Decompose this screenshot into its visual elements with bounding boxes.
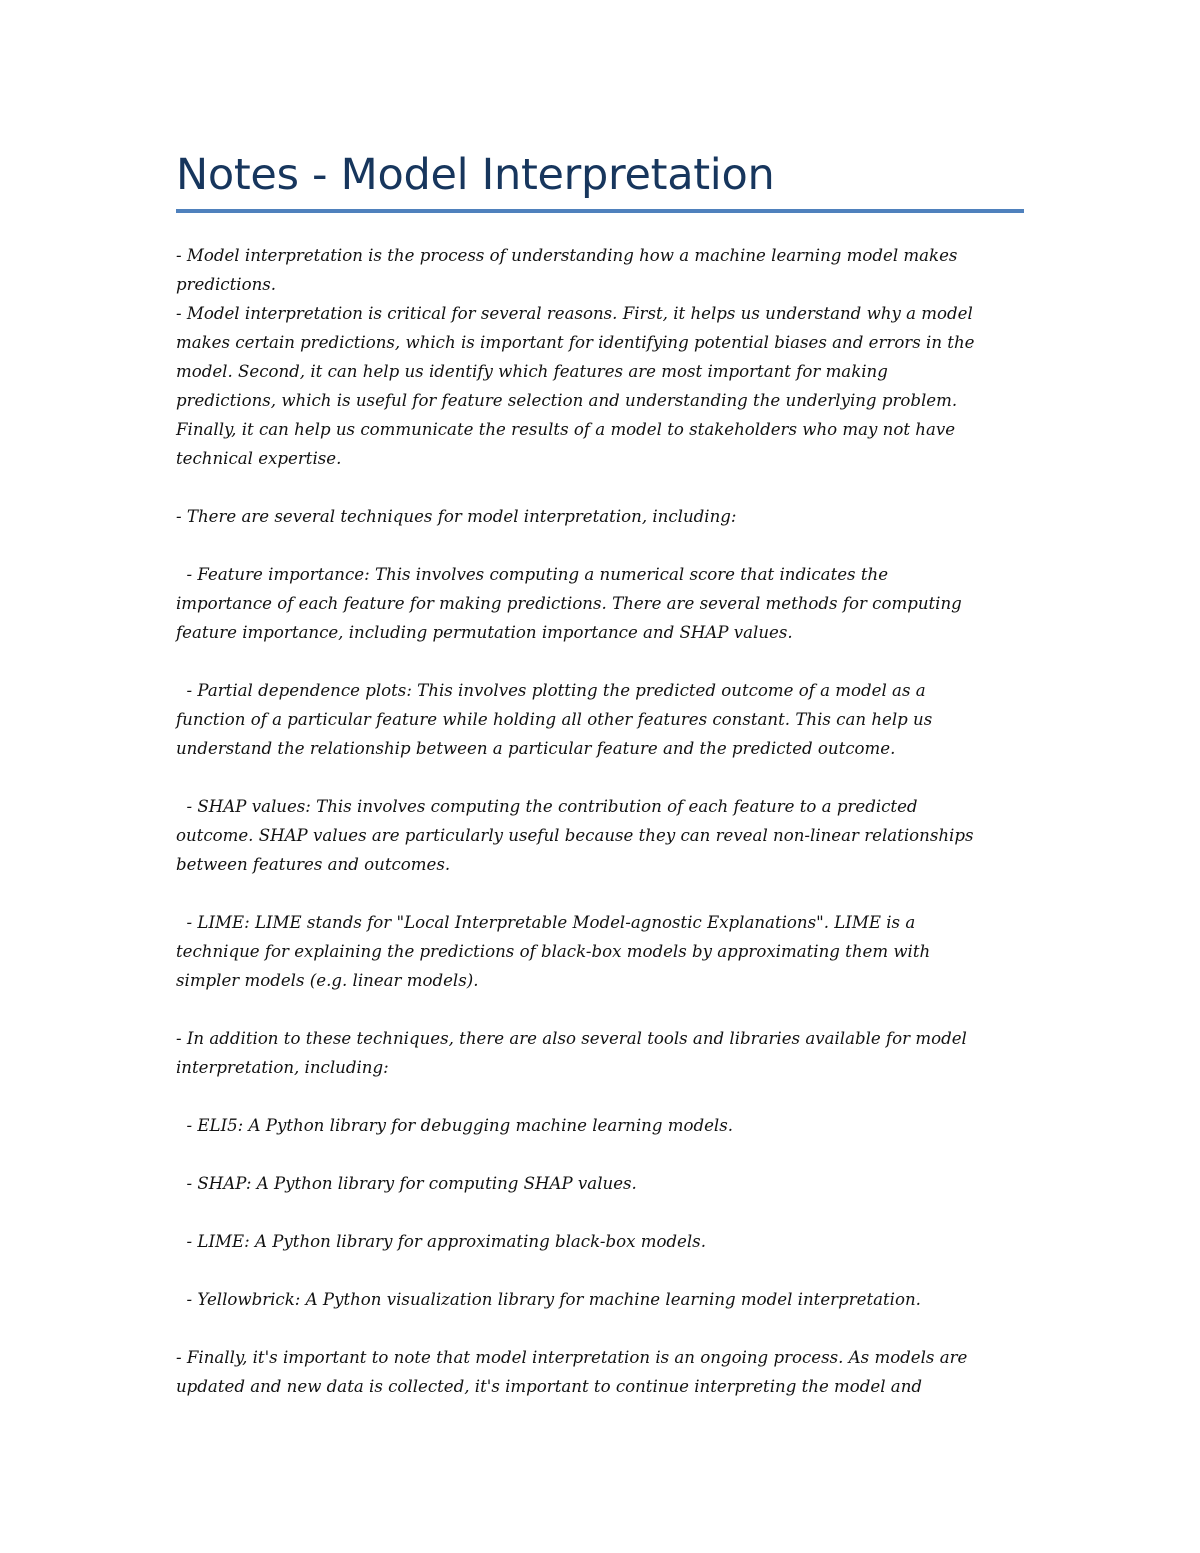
list-item-lime: [176, 1227, 1036, 1256]
text-line: - ELI5: A Python library for debugging machine learning models.: [176, 1116, 734, 1135]
text-line: technique for explaining the predictions of black-box models by approximating them with: [176, 942, 931, 961]
text-line: - In addition to these techniques, there are also several tools and libraries available for model: [176, 1029, 967, 1048]
paragraph-techniques: [176, 502, 1036, 531]
text-line: predictions.: [176, 275, 277, 294]
paragraph-gap: [176, 1314, 1036, 1343]
text-line: feature importance, including permutation importance and SHAP values.: [176, 623, 793, 642]
text-line: - There are several techniques for model interpretation, including:: [176, 507, 737, 526]
text-line: makes certain predictions, which is important for identifying potential biases and errors in the: [176, 333, 975, 352]
paragraph-gap: [176, 1140, 1036, 1169]
paragraph-feature-importance: [176, 560, 1036, 647]
text-line: predictions, which is useful for feature selection and understanding the underlying problem.: [176, 391, 958, 410]
paragraph-gap: [176, 1198, 1036, 1227]
paragraph-gap: [176, 995, 1036, 1024]
document-body: [176, 241, 1036, 1401]
paragraph-gap: [176, 879, 1036, 908]
list-item-eli5: [176, 1111, 1036, 1140]
text-line: - Model interpretation is critical for several reasons. First, it helps us understand why a model: [176, 304, 973, 323]
text-line: model. Second, it can help us identify which features are most important for making: [176, 362, 888, 381]
text-line: Finally, it can help us communicate the results of a model to stakeholders who may not have: [176, 420, 956, 439]
text-line: - SHAP: A Python library for computing SHAP values.: [176, 1174, 637, 1193]
paragraph-tools: [176, 1024, 1036, 1082]
paragraph-gap: [176, 647, 1036, 676]
paragraph-gap: [176, 1082, 1036, 1111]
text-line: - Feature importance: This involves computing a numerical score that indicates the: [176, 565, 889, 584]
text-line: technical expertise.: [176, 449, 342, 468]
text-line: understand the relationship between a particular feature and the predicted outcome.: [176, 739, 896, 758]
text-line: between features and outcomes.: [176, 855, 451, 874]
text-line: - SHAP values: This involves computing the contribution of each feature to a predicted: [176, 797, 918, 816]
list-item-yellowbrick: [176, 1285, 1036, 1314]
text-line: updated and new data is collected, it's important to continue interpreting the model and: [176, 1377, 922, 1396]
text-line: - Finally, it's important to note that model interpretation is an ongoing process. As models are: [176, 1348, 968, 1367]
paragraph-finally: [176, 1343, 1036, 1401]
paragraph-gap: [176, 531, 1036, 560]
text-line: - Yellowbrick: A Python visualization library for machine learning model interpretation.: [176, 1290, 921, 1309]
text-line: - Partial dependence plots: This involves plotting the predicted outcome of a model as a: [176, 681, 926, 700]
text-line: - LIME: A Python library for approximating black-box models.: [176, 1232, 706, 1251]
text-line: function of a particular feature while holding all other features constant. This can help us: [176, 710, 933, 729]
list-item-shap: [176, 1169, 1036, 1198]
text-line: - LIME: LIME stands for "Local Interpretable Model-agnostic Explanations". LIME is a: [176, 913, 916, 932]
paragraph-gap: [176, 473, 1036, 502]
paragraph-partial-dependence: [176, 676, 1036, 763]
paragraph-lime: [176, 908, 1036, 995]
paragraph-gap: [176, 1256, 1036, 1285]
text-line: interpretation, including:: [176, 1058, 389, 1077]
title-underline: [176, 209, 1024, 213]
text-line: importance of each feature for making predictions. There are several methods for computing: [176, 594, 962, 613]
text-line: simpler models (e.g. linear models).: [176, 971, 479, 990]
text-line: outcome. SHAP values are particularly useful because they can reveal non-linear relationships: [176, 826, 974, 845]
paragraph-gap: [176, 763, 1036, 792]
text-line: - Model interpretation is the process of understanding how a machine learning model makes: [176, 246, 958, 265]
paragraph-shap-values: [176, 792, 1036, 879]
paragraph-intro: [176, 241, 1036, 473]
page-title: Notes - Model Interpretation: [176, 150, 775, 200]
